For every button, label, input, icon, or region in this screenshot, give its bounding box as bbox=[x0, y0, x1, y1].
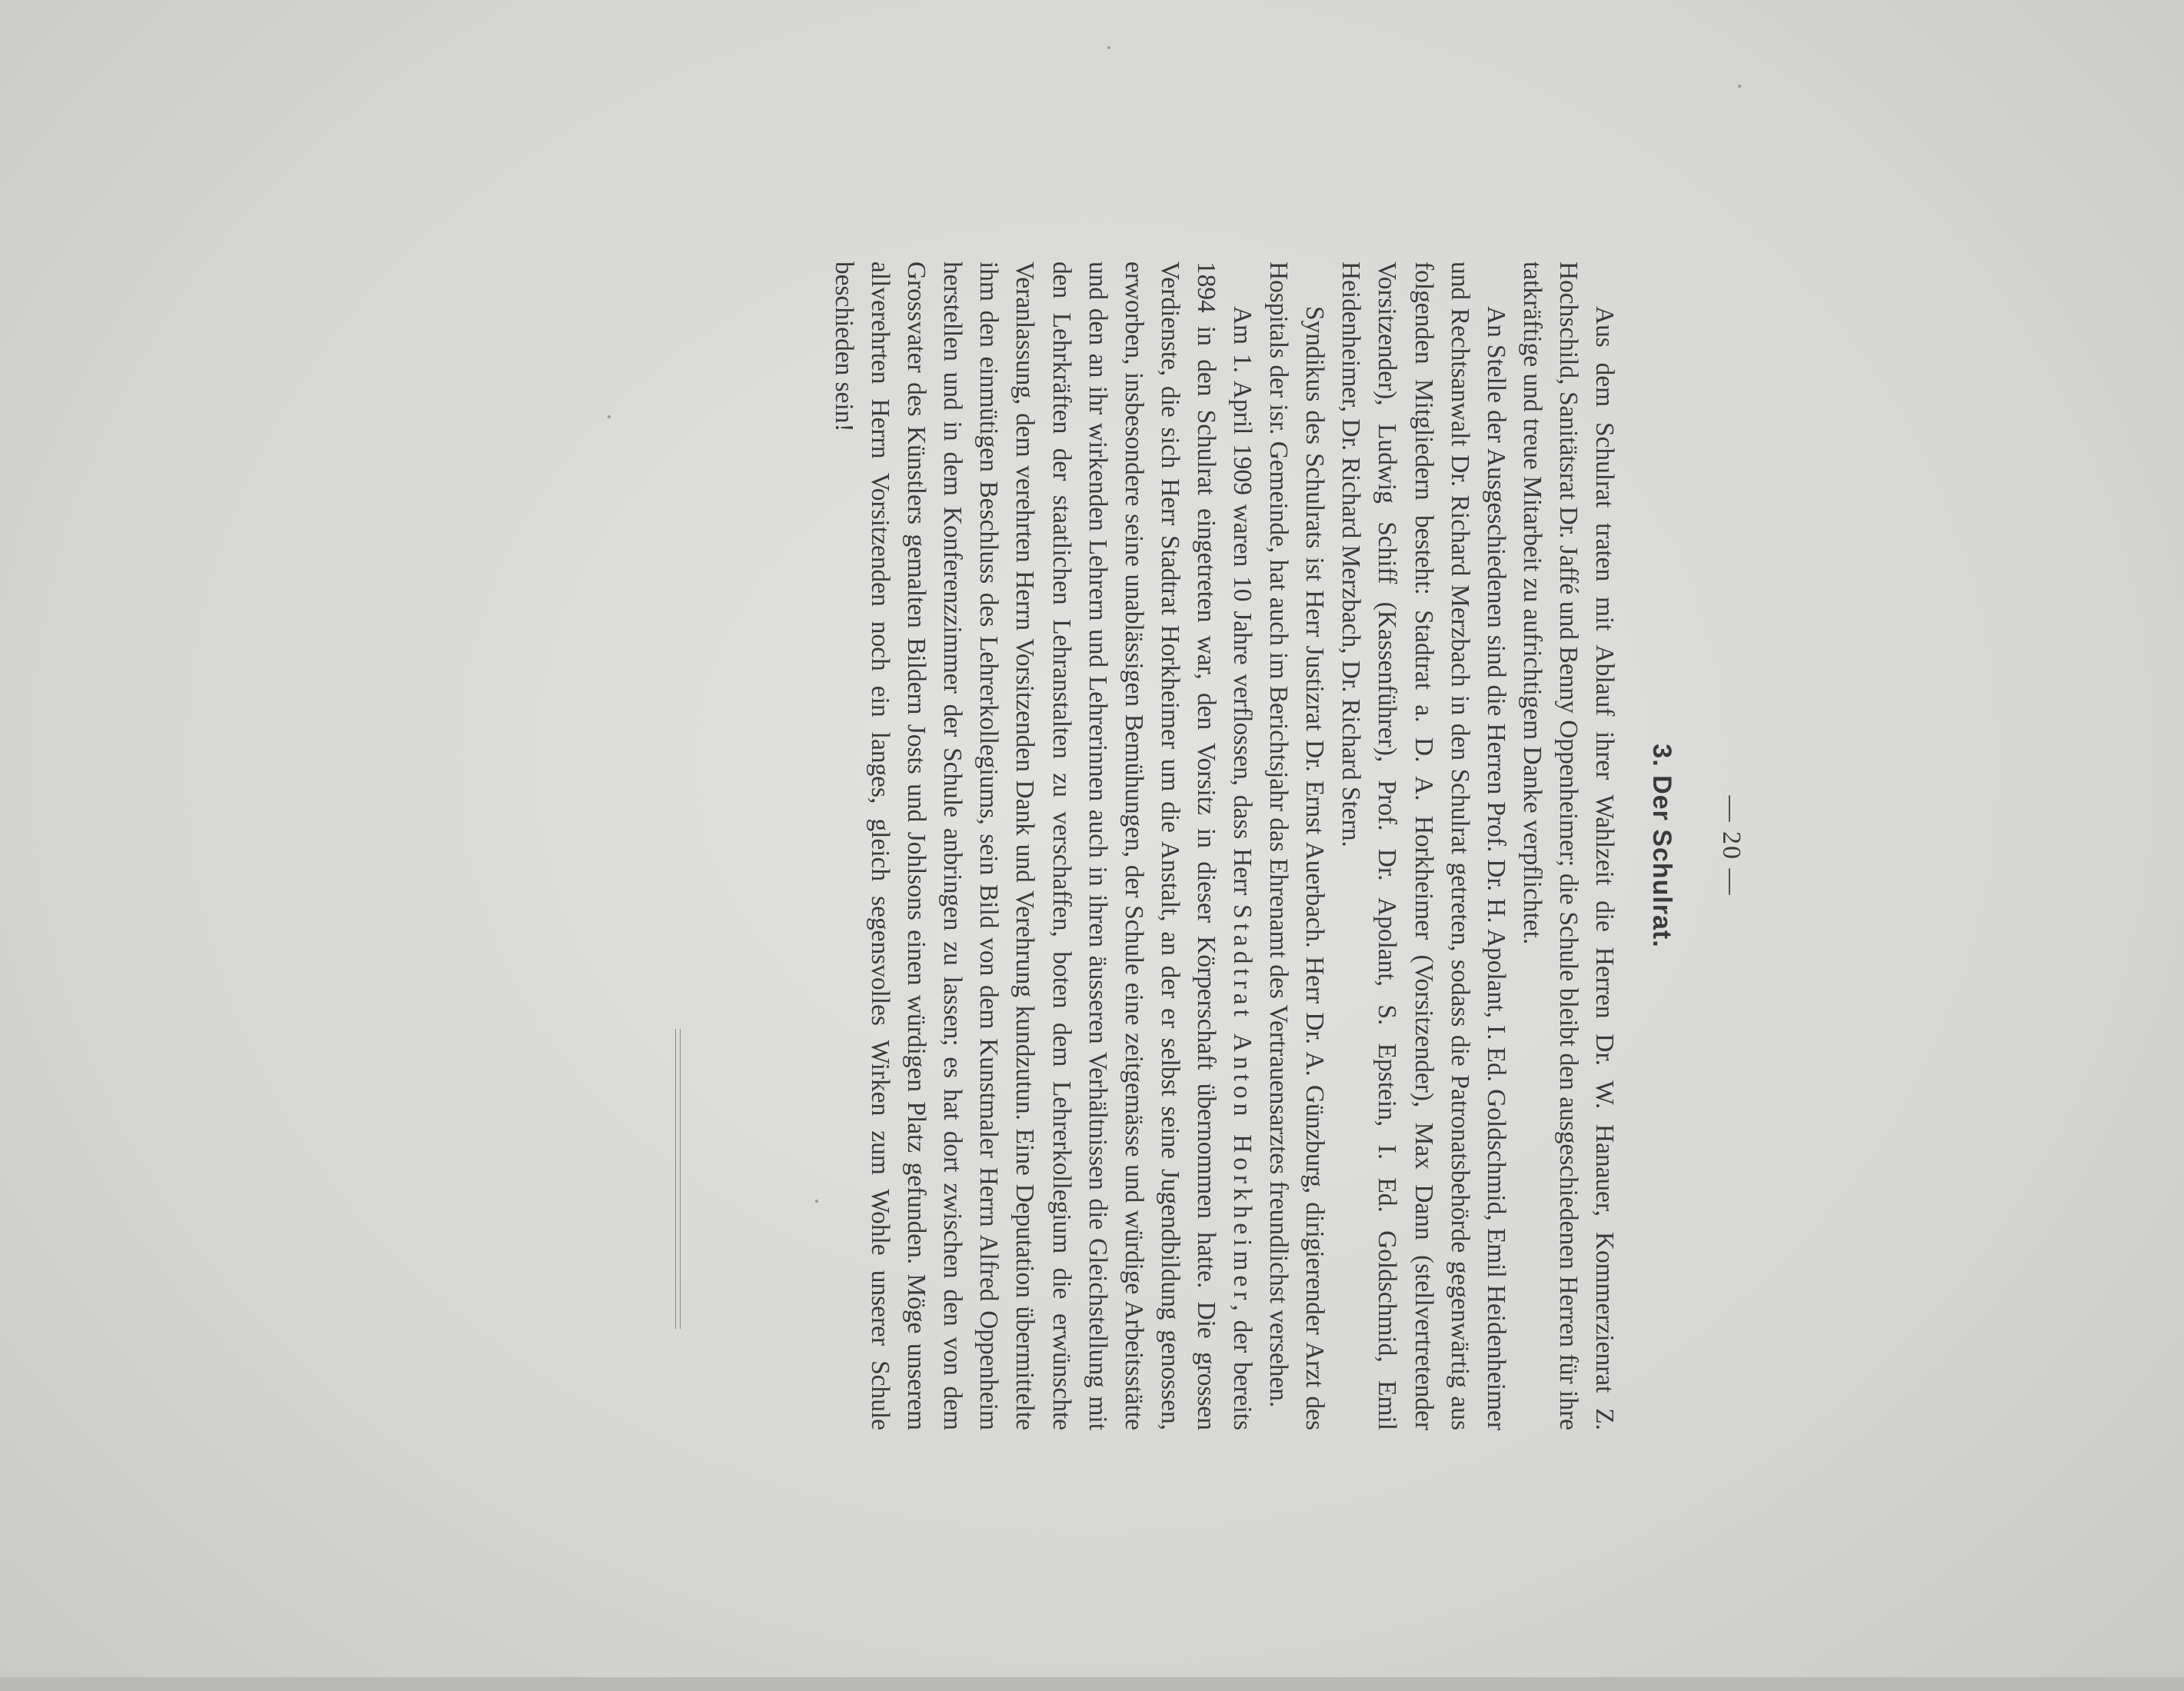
spaced-name: Stadtrat Anton Horkheimer bbox=[1228, 904, 1257, 1305]
closing-double-rule bbox=[675, 1029, 681, 1329]
dust-speck bbox=[1107, 46, 1110, 49]
dust-speck bbox=[1738, 85, 1741, 88]
paragraph-text: Aus dem Schulrat traten mit Ablauf ihrer Wahlzeit die Herren Dr. W. Hanauer, Kommerzienrat Z. Hochschild, Sanitätsrat Dr. Jaffé und Benny Oppenheimer; die Schule bleibt den ausgeschiedenen Herren für ihre tatkräftige und treue Mitarbeit zu aufrichtigem Danke verpflichtet. bbox=[1517, 261, 1619, 1430]
paragraph-new-members bbox=[1333, 261, 1513, 1430]
scan-bottom-edge bbox=[0, 1677, 2184, 1691]
paragraph-anniversary bbox=[826, 261, 1260, 1430]
paragraph-text: Am 1. April 1909 waren 10 Jahre verflossen, dass Herr bbox=[1228, 306, 1257, 905]
paragraph-syndic bbox=[1260, 261, 1333, 1430]
dust-speck bbox=[815, 1200, 818, 1203]
section-title: 3. Der Schulrat. bbox=[1647, 744, 1676, 948]
paragraph-text: An Stelle der Ausgeschiedenen sind die Herren Prof. Dr. H. Apolant, I. Ed. Goldschmid, Emil Heidenheimer und Rechtsanwalt Dr. Richard Merzbach in den Schulrat getreten, sodass die Patronatsbehörde gegenwärtig aus folgenden Mitgliedern besteht: Stadtrat a. D. A. Horkheimer (Vorsitzender), Max Dann (stellvertretender Vorsitzender), Ludwig Schiff (Kassenführer), Prof. Dr. Apolant, S. Epstein, I. Ed. Goldschmid, Emil Heidenheimer, Dr. Richard Merzbach, Dr. Richard Stern. bbox=[1337, 261, 1510, 1430]
paragraph-retired-members bbox=[1514, 261, 1623, 1430]
rotated-page-content bbox=[438, 231, 1746, 1461]
paragraph-text: , der bereits 1894 in den Schulrat eingetreten war, den Vorsitz in dieser Körperschaft übernommen hatte. Die grossen Verdienste, die sich Herr Stadtrat Horkheimer um die Anstalt, an der er selbst seine Jugendbildung genossen, erworben, insbesondere seine unablässigen Bemühungen, der Schule eine zeitgemässe und würdige Arbeitsstätte und den an ihr wirkenden Lehrern und Lehrerinnen auch in ihren äusseren Verhältnissen die Gleichstellung mit den Lehrkräften der staatlichen Lehranstalten zu verschaffen, boten dem Lehrerkollegium die erwünschte Veranlassung, dem verehrten Herrn Vorsitzenden Dank und Verehrung kundzutun. Eine Deputation übermittelte ihm den einmütigen Beschluss des Lehrerkollegiums, sein Bild von dem Kunstmaler Herrn Alfred Oppenheim herstellen und in dem Konferenzzimmer der Schule anbringen zu lassen; es hat dort zwischen den von dem Grossvater des Künstlers gemalten Bildern Josts und Johlsons einen würdigen Platz gefunden. Möge unserem allverehrten Herrn Vorsitzenden noch ein langes, gleich segensvolles Wirken zum Wohle unserer Schule beschieden sein! bbox=[830, 261, 1257, 1430]
dust-speck bbox=[608, 415, 611, 418]
paragraph-text: Syndikus des Schulrats ist Herr Justizrat Dr. Ernst Auerbach. Herr Dr. A. Günzburg, dirigierender Arzt des Hospitals der isr. Gemeinde, hat auch im Berichtsjahr das Ehrenamt des Vertrauensarztes freundlichst versehen. bbox=[1264, 261, 1330, 1430]
page-number: — 20 — bbox=[1717, 795, 1746, 897]
body-text bbox=[826, 261, 1623, 1430]
